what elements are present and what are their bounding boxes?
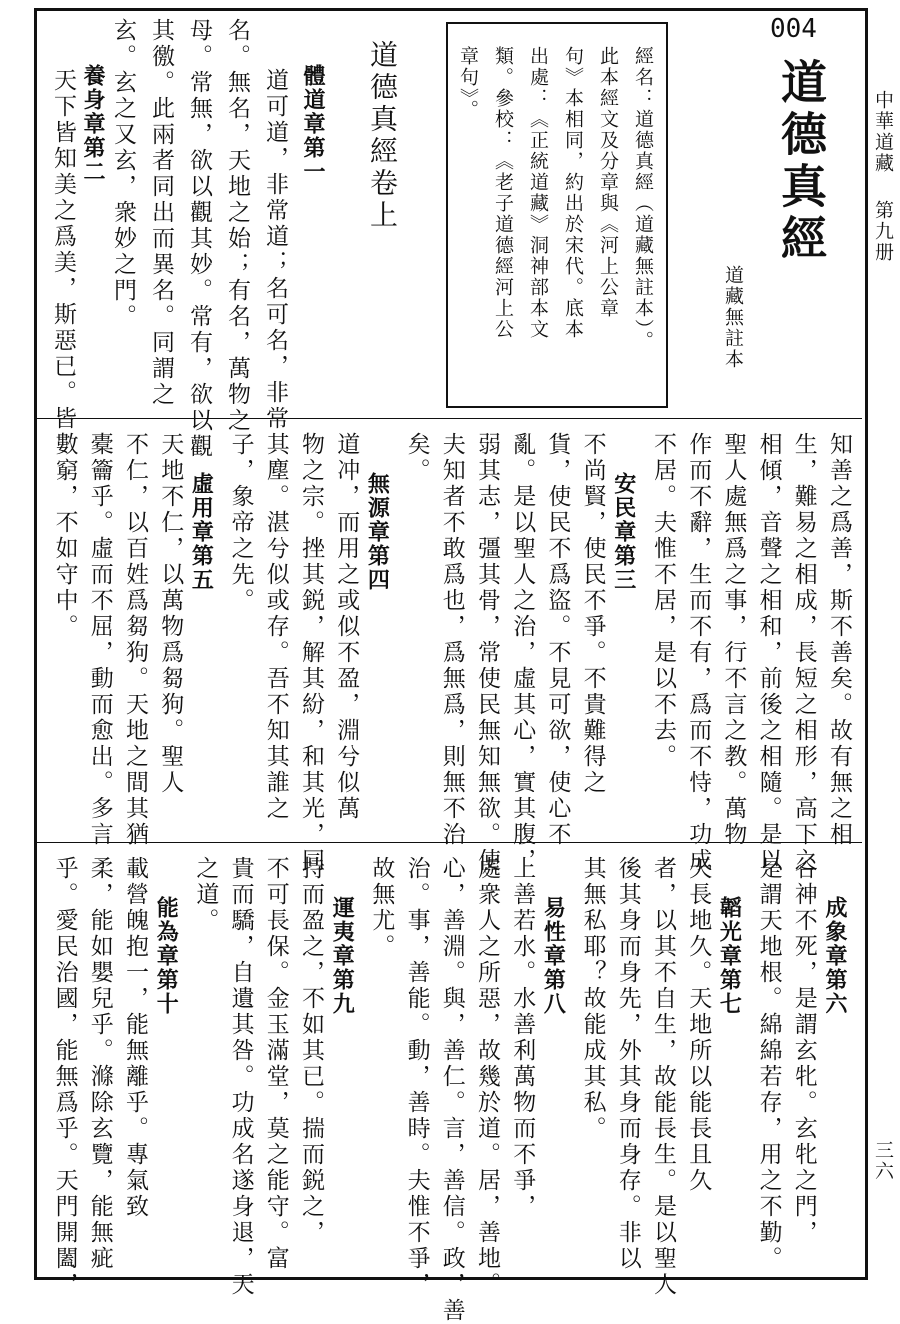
chapter-line: 夫知者不敢爲也，爲無爲，則無不治 bbox=[438, 432, 465, 848]
chapter-line: 谷神不死，是謂玄牝。玄牝之門， bbox=[790, 856, 817, 1246]
chapter-line: 天下皆知美之爲美，斯惡已。皆 bbox=[50, 68, 76, 432]
page-number: 三六 bbox=[872, 1140, 894, 1182]
text-number: 004 bbox=[770, 14, 817, 44]
chapter-line: 不尚賢，使民不爭。不貴難得之 bbox=[579, 432, 606, 796]
chapter-line: 亂。是以聖人之治，虛其心，實其腹， bbox=[509, 432, 536, 874]
chapter-line: 生，難易之相成，長短之相形，高下之 bbox=[790, 432, 817, 874]
chapter-heading: 安民章第三 bbox=[610, 472, 637, 592]
chapter-line: 心，善淵。與，善仁。言，善信。政，善 bbox=[438, 856, 465, 1324]
chapter-line: 不仁，以百姓爲芻狗。天地之間其猶 bbox=[122, 432, 148, 848]
chapter-line: 知善之爲善，斯不善矣。故有無之相 bbox=[826, 432, 852, 848]
note-line: 經名：道德真經（道藏無註本）。 bbox=[632, 46, 654, 352]
chapter-line: 不可長保。金玉滿堂，莫之能守。富 bbox=[262, 856, 289, 1272]
chapter-line: 治。事，善能。動，善時。夫惟不爭， bbox=[403, 856, 430, 1298]
chapter-line: 母。常無，欲以觀其妙。常有，欲以觀 bbox=[186, 18, 212, 460]
note-line: 章句》。 bbox=[457, 46, 479, 121]
chapter-line: 玄。玄之又玄，衆妙之門。 bbox=[110, 18, 136, 330]
chapter-line: 故無尤。 bbox=[368, 856, 395, 960]
chapter-line: 相傾，音聲之相和，前後之相隨。是以 bbox=[755, 432, 782, 874]
chapter-line: 柔，能如嬰兒乎。滌除玄覽，能無疵 bbox=[86, 856, 113, 1272]
bibliographic-note-box bbox=[446, 22, 668, 408]
chapter-heading: 運夷章第九 bbox=[329, 896, 356, 1016]
note-line: 句》本相同，約出於宋代。底本 bbox=[562, 46, 584, 340]
chapter-line: 子，象帝之先。 bbox=[227, 432, 254, 614]
chapter-line: 其無私耶？故能成其私。 bbox=[579, 856, 606, 1142]
chapter-line: 數窮，不如守中。 bbox=[51, 432, 78, 640]
chapter-line: 貨，使民不爲盜。不見可欲，使心不 bbox=[544, 432, 571, 848]
edition-label: 道藏無註本 bbox=[722, 265, 744, 370]
chapter-line: 天地不仁，以萬物爲芻狗。聖人 bbox=[157, 432, 184, 796]
chapter-line: 貴而驕，自遺其咎。功成名遂身退，天 bbox=[227, 856, 254, 1298]
chapter-line: 作而不辭，生而不有，爲而不恃，功成 bbox=[685, 432, 712, 874]
chapter-heading: 虛用章第五 bbox=[188, 472, 215, 592]
juan-title: 道德真經卷上 bbox=[366, 40, 399, 232]
chapter-heading: 養身章第二 bbox=[80, 64, 106, 184]
chapter-heading: 成象章第六 bbox=[822, 896, 848, 1016]
chapter-line: 處衆人之所惡，故幾於道。居，善地。 bbox=[474, 856, 500, 1298]
chapter-line: 其塵。湛兮似或存。吾不知其誰之 bbox=[262, 432, 289, 822]
chapter-line: 聖人處無爲之事，行不言之教。萬物 bbox=[720, 432, 747, 848]
middle-text-block bbox=[0, 428, 868, 874]
chapter-line: 不居。夫惟不居，是以不去。 bbox=[650, 432, 676, 770]
chapter-line: 其徼。此兩者同出而異名。同謂之 bbox=[148, 18, 174, 408]
note-line: 類。參校：《老子道德經河上公 bbox=[492, 46, 514, 340]
chapter-line: 天長地久。天地所以能長且久 bbox=[685, 856, 712, 1194]
series-title: 中華道藏 bbox=[872, 90, 894, 174]
chapter-line: 乎。愛民治國，能無爲乎。天門開闔， bbox=[51, 856, 78, 1298]
chapter-line: 者，以其不自生，故能長生。是以聖人 bbox=[650, 856, 676, 1298]
chapter-heading: 無源章第四 bbox=[364, 472, 391, 592]
chapter-line: 載營魄抱一，能無離乎。專氣致 bbox=[122, 856, 148, 1220]
chapter-heading: 韜光章第七 bbox=[716, 896, 743, 1016]
chapter-line: 上善若水。水善利萬物而不爭， bbox=[509, 856, 536, 1220]
chapter-line: 橐籥乎。虛而不屈，動而愈出。多言 bbox=[86, 432, 113, 848]
note-line: 出處：《正統道藏》洞神部本文 bbox=[527, 46, 549, 340]
chapter-line: 矣。 bbox=[403, 432, 430, 484]
volume-label: 第九册 bbox=[872, 200, 894, 263]
chapter-line: 道可道，非常道；名可名，非常 bbox=[262, 68, 288, 432]
chapter-line: 後其身而身先，外其身而身存。非以 bbox=[614, 856, 641, 1272]
chapter-heading: 易性章第八 bbox=[540, 896, 567, 1016]
chapter-line: 是謂天地根。綿綿若存，用之不勤。 bbox=[755, 856, 782, 1272]
chapter-line: 名。無名，天地之始；有名，萬物之 bbox=[224, 18, 250, 434]
chapter-line: 持而盈之，不如其已。揣而鋭之， bbox=[298, 856, 324, 1246]
chapter-line: 道冲，而用之或似不盈，淵兮似萬 bbox=[333, 432, 360, 822]
chapter-heading: 體道章第一 bbox=[300, 64, 326, 184]
text-title: 道德真經 bbox=[774, 58, 828, 266]
chapter-line: 物之宗。挫其鋭，解其紛，和其光，同 bbox=[298, 432, 324, 874]
chapter-line: 之道。 bbox=[192, 856, 219, 934]
section-divider-top bbox=[36, 418, 862, 419]
chapter-heading: 能為章第十 bbox=[153, 896, 180, 1016]
bottom-text-block bbox=[0, 852, 868, 1324]
chapter-line: 弱其志，彊其骨，常使民無知無欲。使 bbox=[474, 432, 500, 874]
note-line: 此本經文及分章與《河上公章 bbox=[597, 46, 619, 319]
